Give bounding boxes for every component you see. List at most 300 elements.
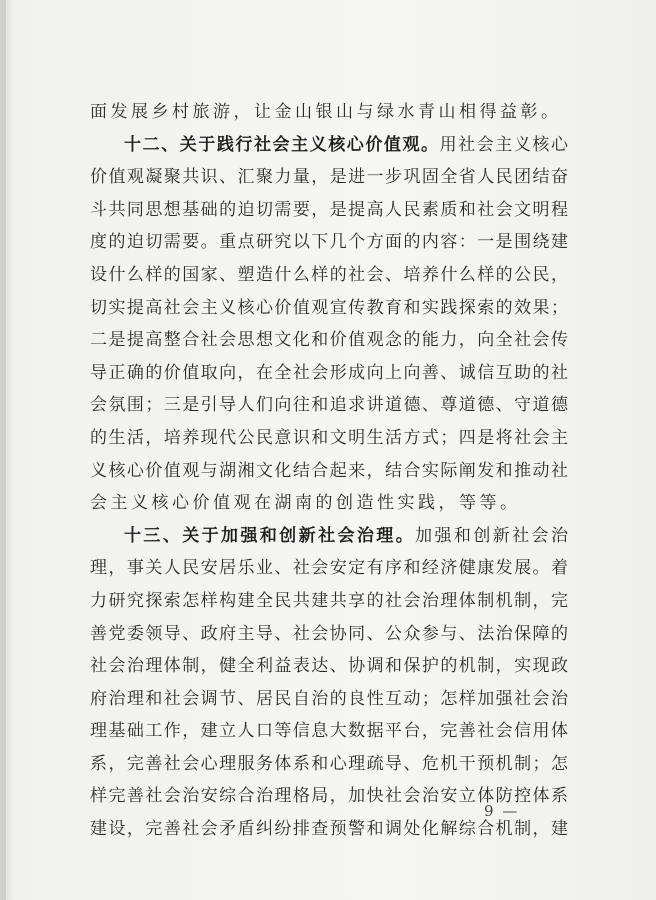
heading-char: 行	[235, 134, 253, 155]
text-char: 道	[532, 395, 550, 416]
text-char: 价	[192, 493, 213, 514]
text-char: 活	[385, 427, 402, 448]
text-char: 怎	[550, 753, 568, 774]
text-char: 政	[550, 656, 568, 677]
text-line	[90, 683, 568, 716]
text-char: 导	[163, 623, 181, 644]
text-char: 会	[182, 297, 200, 318]
text-char: 理	[440, 590, 458, 611]
text-char: 础	[126, 721, 144, 742]
text-char: 思	[237, 330, 255, 351]
heading-char: 加	[221, 525, 239, 546]
text-char: 么	[126, 264, 144, 285]
text-char: 信	[292, 721, 310, 742]
text-char: 力	[274, 167, 292, 188]
text-char: 体	[532, 786, 550, 807]
text-char: 护	[421, 656, 439, 677]
text-char: 果	[532, 297, 550, 318]
text-char: 居	[219, 558, 237, 579]
text-char: 民	[274, 590, 292, 611]
text-char: 危	[421, 753, 439, 774]
text-char: 意	[274, 427, 292, 448]
text-char: ，	[200, 656, 218, 677]
heading-char: 十	[124, 525, 141, 546]
text-char: 育	[385, 297, 402, 318]
text-char: ，	[311, 167, 329, 188]
text-char: 会	[182, 688, 200, 709]
text-char: 传	[550, 330, 568, 351]
text-char: 关	[145, 558, 163, 579]
text-char: 自	[292, 688, 310, 709]
text-char: 面	[90, 102, 111, 122]
text-char: 民	[182, 558, 200, 579]
text-char: 社	[550, 460, 568, 481]
text-char: 值	[213, 493, 234, 514]
text-char: 的	[108, 232, 126, 253]
heading-char: 。	[395, 525, 413, 546]
text-char: 治	[550, 688, 568, 709]
text-char: 会	[219, 330, 237, 351]
text-char: 的	[329, 264, 347, 285]
text-char: 综	[458, 819, 476, 840]
text-char: 文	[255, 460, 273, 481]
text-char: 系	[550, 786, 568, 807]
text-char: 国	[182, 264, 200, 285]
text-char: 着	[550, 558, 568, 579]
text-line	[90, 455, 568, 488]
text-char: ，	[532, 590, 550, 611]
text-char: 用	[532, 721, 550, 742]
text-char: 什	[440, 264, 458, 285]
text-char: 与	[440, 623, 458, 644]
text-char: ；	[145, 395, 163, 416]
heading-char: 观	[402, 134, 420, 155]
text-char: 围	[514, 232, 532, 253]
text-char: 文	[514, 199, 532, 220]
text-char: 向	[477, 330, 495, 351]
text-char: 保	[514, 623, 532, 644]
heading-char: 于	[198, 134, 216, 155]
text-char: 和	[458, 199, 476, 220]
text-char: 探	[458, 297, 476, 318]
text-char: 体	[163, 656, 181, 677]
text-line	[90, 96, 568, 129]
text-char: 们	[255, 395, 273, 416]
text-char: 样	[311, 264, 329, 285]
text-char: 的	[90, 427, 107, 448]
text-char: 塑	[237, 264, 255, 285]
text-char: 和	[385, 656, 402, 677]
text-char: 和	[145, 688, 163, 709]
text-char: 值	[108, 167, 126, 188]
text-char: 水	[397, 102, 418, 122]
text-char: 高	[145, 297, 163, 318]
text-char: 践	[440, 297, 458, 318]
text-char: 安	[329, 558, 347, 579]
text-line	[90, 259, 568, 292]
text-char: 现	[532, 656, 550, 677]
text-char: 共	[108, 199, 126, 220]
text-char: 排	[292, 819, 310, 840]
text-char: 调	[200, 688, 218, 709]
text-char: 索	[163, 590, 181, 611]
text-char: 正	[108, 362, 126, 383]
text-char: 道	[385, 395, 402, 416]
text-char: 思	[145, 199, 163, 220]
text-char: 向	[403, 362, 421, 383]
text-char: 完	[145, 819, 163, 840]
text-char: 巩	[403, 167, 421, 188]
text-char: 控	[514, 786, 532, 807]
text-char: 参	[421, 623, 439, 644]
text-char: 德	[550, 395, 568, 416]
text-char: 化	[292, 330, 310, 351]
text-char: 凝	[145, 167, 163, 188]
text-char: 会	[311, 558, 329, 579]
text-char: 口	[255, 721, 273, 742]
text-char: 面	[385, 232, 402, 253]
heading-char: 会	[272, 134, 290, 155]
text-char: 社	[163, 753, 181, 774]
text-char: 民	[255, 427, 273, 448]
text-line	[90, 618, 568, 651]
heading-char: 践	[216, 134, 234, 155]
text-char: 会	[532, 688, 550, 709]
text-char: 值	[348, 330, 366, 351]
text-char: 机	[440, 753, 458, 774]
text-char: 宣	[329, 297, 347, 318]
text-char: 能	[421, 330, 439, 351]
text-char: 性	[377, 493, 398, 514]
text-char: 什	[108, 264, 126, 285]
text-char: 心	[329, 753, 347, 774]
text-char: 观	[126, 167, 144, 188]
text-char: 会	[90, 493, 111, 514]
text-char: 导	[385, 753, 402, 774]
text-char: 与	[356, 102, 377, 122]
text-char: 培	[403, 264, 421, 285]
text-char: 用	[439, 134, 457, 155]
heading-char: 治	[356, 525, 374, 546]
text-char: 创	[336, 493, 357, 514]
text-char: ，	[329, 786, 347, 807]
text-char: 社	[348, 264, 366, 285]
text-char: 心	[172, 493, 193, 514]
text-char: 系	[292, 753, 310, 774]
text-char: 点	[237, 232, 255, 253]
text-char: 的	[440, 656, 458, 677]
text-char: 会	[182, 753, 200, 774]
text-char: 绕	[532, 232, 550, 253]
text-char: 团	[514, 167, 532, 188]
text-char: 素	[421, 199, 439, 220]
text-char: 社	[477, 199, 495, 220]
text-line	[90, 357, 568, 390]
text-char: 安	[440, 786, 458, 807]
text-char: 道	[458, 395, 476, 416]
text-char: 会	[495, 721, 513, 742]
text-char: 、	[219, 167, 237, 188]
text-char: 会	[163, 786, 181, 807]
text-char: 湖	[219, 460, 237, 481]
text-char: 体	[477, 786, 495, 807]
text-char: 将	[495, 427, 513, 448]
text-char: 切	[255, 199, 273, 220]
text-char: 理	[274, 786, 292, 807]
heading-char: 和	[259, 525, 277, 546]
text-char: 公	[385, 623, 402, 644]
text-char: 业	[255, 558, 273, 579]
text-char: 发	[477, 460, 495, 481]
text-char: 么	[292, 264, 310, 285]
text-char: 明	[532, 199, 550, 220]
heading-char: 关	[182, 525, 200, 546]
text-char: 据	[366, 721, 384, 742]
text-char: 要	[292, 199, 310, 220]
text-char: 活	[126, 427, 144, 448]
text-char: 生	[108, 427, 126, 448]
heading-char: 十	[124, 134, 141, 155]
text-char: 会	[200, 819, 218, 840]
text-char: 社	[292, 558, 310, 579]
text-char: 样	[90, 786, 107, 807]
text-char: 化	[421, 819, 439, 840]
text-char: 上	[385, 362, 402, 383]
text-line	[90, 585, 568, 618]
text-char: 的	[495, 297, 513, 318]
text-char: 理	[348, 753, 366, 774]
text-char: 怎	[182, 590, 200, 611]
text-char: 一	[477, 232, 495, 253]
text-char: 、	[237, 688, 255, 709]
text-char: 社	[292, 362, 310, 383]
text-char: 系	[90, 753, 107, 774]
text-char: 家	[200, 264, 218, 285]
text-char: 治	[108, 688, 126, 709]
text-char: 社	[458, 134, 476, 155]
text-char: 青	[418, 102, 439, 122]
text-char: 斗	[90, 199, 107, 220]
text-char: 表	[292, 656, 310, 677]
text-char: 等	[479, 493, 500, 514]
text-char: 的	[366, 590, 384, 611]
heading-char: 义	[309, 134, 327, 155]
text-char: 阐	[458, 460, 476, 481]
text-char: 念	[385, 330, 402, 351]
text-char: 会	[532, 427, 550, 448]
text-char: 合	[237, 786, 255, 807]
text-char: 社	[163, 297, 181, 318]
text-char: 和	[403, 297, 421, 318]
text-char: 样	[145, 264, 163, 285]
text-line	[90, 389, 568, 422]
text-char: 治	[421, 786, 439, 807]
text-char: 金	[274, 102, 295, 122]
text-char: 识	[200, 167, 218, 188]
text-char: 需	[274, 199, 292, 220]
heading-char: 、	[162, 525, 180, 546]
text-char: 质	[440, 199, 458, 220]
text-char: 主	[495, 134, 513, 155]
text-char: 强	[495, 688, 513, 709]
text-char: 互	[385, 688, 402, 709]
text-char: 信	[514, 721, 532, 742]
text-char: 义	[219, 297, 237, 318]
text-char: 提	[126, 297, 144, 318]
text-char: ，	[182, 721, 200, 742]
text-char: 整	[163, 330, 181, 351]
text-char: 方	[366, 232, 384, 253]
text-char: 取	[200, 362, 218, 383]
text-char: 动	[403, 688, 421, 709]
text-char: ；	[550, 297, 568, 318]
text-char: ，	[366, 460, 384, 481]
text-char: 合	[403, 460, 421, 481]
text-char: 样	[458, 688, 476, 709]
text-char: 务	[255, 753, 273, 774]
text-char: 游	[213, 102, 234, 122]
text-char: 党	[108, 623, 126, 644]
text-char: 诚	[458, 362, 476, 383]
text-char: 格	[292, 786, 310, 807]
heading-char: 社	[318, 525, 336, 546]
text-char: 想	[163, 199, 181, 220]
text-char: 彰	[520, 102, 541, 122]
text-char: ，	[108, 753, 126, 774]
text-char: 研	[108, 590, 126, 611]
text-char: 助	[514, 362, 532, 383]
text-char: 建	[550, 819, 568, 840]
text-char: 形	[329, 362, 347, 383]
text-char: 主	[237, 623, 255, 644]
text-char: 、	[366, 623, 384, 644]
text-char: 是	[182, 395, 200, 416]
text-char: 治	[255, 786, 273, 807]
text-char: 二	[90, 330, 107, 351]
binding-shadow	[0, 0, 6, 900]
text-char: 人	[237, 395, 255, 416]
text-char: 和	[311, 330, 329, 351]
text-char: 的	[219, 199, 237, 220]
text-char: 聚	[163, 167, 181, 188]
text-char: 完	[126, 753, 144, 774]
text-char: ，	[532, 819, 550, 840]
text-char: 查	[311, 819, 329, 840]
text-char: 局	[311, 786, 329, 807]
text-char: 和	[366, 819, 384, 840]
text-char: 是	[495, 232, 513, 253]
text-char: 、	[403, 753, 421, 774]
text-char: 核	[237, 297, 255, 318]
text-char: 安	[200, 786, 218, 807]
text-char: 实	[514, 656, 532, 677]
heading-char: 社	[253, 134, 271, 155]
text-char: 和	[495, 460, 513, 481]
text-char: 展	[131, 102, 152, 122]
text-char: 想	[255, 330, 273, 351]
text-char: ，	[126, 819, 144, 840]
text-char: 旅	[192, 102, 213, 122]
text-line	[90, 552, 568, 585]
text-char: 建	[237, 590, 255, 611]
text-char: 起	[329, 460, 347, 481]
text-char: 治	[550, 525, 568, 546]
text-char: 全	[274, 362, 292, 383]
text-char: 快	[366, 786, 384, 807]
text-char: 的	[403, 232, 421, 253]
text-line	[90, 650, 568, 683]
text-char: 人	[237, 721, 255, 742]
text-char: 主	[550, 427, 568, 448]
heading-char: 会	[337, 525, 355, 546]
text-char: 容	[440, 232, 458, 253]
text-char: 德	[477, 395, 495, 416]
text-char: 民	[495, 167, 513, 188]
text-char: 个	[348, 232, 366, 253]
text-char: 结	[292, 460, 310, 481]
text-char: 新	[492, 525, 510, 546]
text-char: 社	[145, 786, 163, 807]
text-char: 性	[366, 688, 384, 709]
text-char: 等	[459, 493, 480, 514]
text-line	[90, 487, 568, 520]
text-char: 。	[500, 493, 521, 514]
text-char: 平	[385, 721, 402, 742]
text-char: 培	[163, 427, 181, 448]
text-char: 是	[329, 167, 347, 188]
text-char: 保	[403, 656, 421, 677]
text-char: 善	[126, 786, 144, 807]
text-char: 结	[532, 167, 550, 188]
text-char: 有	[366, 558, 384, 579]
text-char: 聚	[255, 167, 273, 188]
text-char: 究	[126, 590, 144, 611]
text-char: 让	[254, 102, 275, 122]
text-char: ，	[108, 558, 126, 579]
text-char: 湘	[237, 460, 255, 481]
text-line	[90, 226, 568, 259]
text-char: 、	[274, 558, 292, 579]
text-char: 会	[403, 590, 421, 611]
text-char: 几	[329, 232, 347, 253]
heading-char: 核	[328, 134, 346, 155]
text-char: 值	[292, 297, 310, 318]
heading-char: 二	[142, 134, 160, 155]
text-char: 社	[385, 786, 402, 807]
text-char: 样	[477, 264, 495, 285]
text-char: 绿	[377, 102, 398, 122]
text-char: 是	[477, 427, 495, 448]
text-char: 提	[126, 330, 144, 351]
text-char: 善	[90, 623, 107, 644]
text-char: 迫	[237, 199, 255, 220]
text-char: 村	[172, 102, 193, 122]
text-char: 纠	[255, 819, 273, 840]
text-char: 合	[477, 819, 495, 840]
text-char: 政	[200, 623, 218, 644]
text-char: 理	[219, 753, 237, 774]
text-char: 守	[514, 395, 532, 416]
text-char: 治	[311, 688, 329, 709]
text-char: 养	[421, 264, 439, 285]
text-char: 体	[274, 753, 292, 774]
text-char: 作	[163, 721, 181, 742]
text-line	[90, 161, 568, 194]
text-char: 治	[182, 786, 200, 807]
text-char: 教	[366, 297, 384, 318]
text-line	[90, 324, 568, 357]
text-line	[90, 194, 568, 227]
